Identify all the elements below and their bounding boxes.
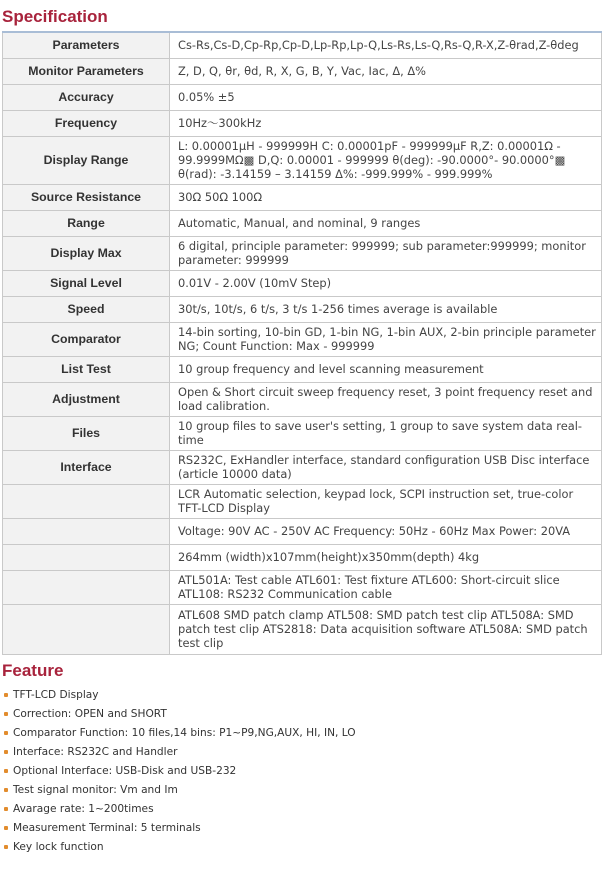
spec-label: Speed bbox=[3, 296, 170, 322]
spec-row bbox=[3, 32, 602, 58]
bullet-icon bbox=[4, 826, 8, 830]
spec-row bbox=[3, 110, 602, 136]
feature-item bbox=[0, 819, 356, 838]
feature-text: Avarage rate: 1~200times bbox=[13, 803, 154, 815]
feature-text: Optional Interface: USB-Disk and USB-232 bbox=[13, 765, 237, 777]
spec-row bbox=[3, 518, 602, 544]
feature-item bbox=[0, 800, 356, 819]
feature-list bbox=[0, 686, 356, 857]
spec-label: Signal Level bbox=[3, 270, 170, 296]
spec-value: ATL501A: Test cable ATL601: Test fixture ATL600: Short-circuit slice ATL108: RS232 Communication cable bbox=[170, 570, 602, 604]
specification-table bbox=[2, 31, 602, 655]
spec-value: 30Ω 50Ω 100Ω bbox=[170, 184, 602, 210]
spec-row bbox=[3, 322, 602, 356]
spec-value: RS232C, ExHandler interface, standard configuration USB Disc interface (article 10000 data) bbox=[170, 450, 602, 484]
spec-label: Files bbox=[3, 416, 170, 450]
feature-text: Key lock function bbox=[13, 841, 104, 853]
spec-label: List Test bbox=[3, 356, 170, 382]
feature-item bbox=[0, 762, 356, 781]
spec-label: Range bbox=[3, 210, 170, 236]
spec-label: Accuracy bbox=[3, 84, 170, 110]
spec-row bbox=[3, 296, 602, 322]
spec-row bbox=[3, 544, 602, 570]
spec-row bbox=[3, 84, 602, 110]
spec-label bbox=[3, 544, 170, 570]
spec-label bbox=[3, 570, 170, 604]
feature-text: TFT-LCD Display bbox=[13, 689, 99, 701]
spec-label: Parameters bbox=[3, 32, 170, 58]
bullet-icon bbox=[4, 750, 8, 754]
spec-value: Open & Short circuit sweep frequency reset, 3 point frequency reset and load calibration. bbox=[170, 382, 602, 416]
feature-text: Comparator Function: 10 files,14 bins: P1~P9,NG,AUX, HI, IN, LO bbox=[13, 727, 356, 739]
feature-text: Correction: OPEN and SHORT bbox=[13, 708, 167, 720]
spec-value: L: 0.00001μH - 999999H C: 0.00001pF - 999999μF R,Z: 0.00001Ω - 99.9999MΩ▩ D,Q: 0.00001 - 999999 θ(deg): -90.0000°- 90.0000°▩ θ(rad): -3.14159 – 3.14159 Δ%: -999.999% - 999.999% bbox=[170, 136, 602, 184]
bullet-icon bbox=[4, 731, 8, 735]
spec-row bbox=[3, 416, 602, 450]
spec-row bbox=[3, 184, 602, 210]
spec-label bbox=[3, 484, 170, 518]
spec-value: LCR Automatic selection, keypad lock, SCPI instruction set, true-color TFT-LCD Display bbox=[170, 484, 602, 518]
spec-row bbox=[3, 570, 602, 604]
bullet-icon bbox=[4, 807, 8, 811]
spec-label: Display Range bbox=[3, 136, 170, 184]
bullet-icon bbox=[4, 712, 8, 716]
spec-value: Voltage: 90V AC - 250V AC Frequency: 50Hz - 60Hz Max Power: 20VA bbox=[170, 518, 602, 544]
spec-row bbox=[3, 236, 602, 270]
feature-title: Feature bbox=[2, 661, 64, 680]
feature-item bbox=[0, 781, 356, 800]
feature-item bbox=[0, 724, 356, 743]
spec-value: 264mm (width)x107mm(height)x350mm(depth) 4kg bbox=[170, 544, 602, 570]
spec-row bbox=[3, 450, 602, 484]
spec-value: 6 digital, principle parameter: 999999; sub parameter:999999; monitor parameter: 999999 bbox=[170, 236, 602, 270]
spec-value: 0.05% ±5 bbox=[170, 84, 602, 110]
spec-row bbox=[3, 270, 602, 296]
spec-value: 10Hz～300kHz bbox=[170, 110, 602, 136]
specification-table-body bbox=[3, 32, 602, 654]
spec-label: Interface bbox=[3, 450, 170, 484]
spec-label: Display Max bbox=[3, 236, 170, 270]
spec-value: 14-bin sorting, 10-bin GD, 1-bin NG, 1-bin AUX, 2-bin principle parameter NG; Count Function: Max - 999999 bbox=[170, 322, 602, 356]
spec-value: 10 group frequency and level scanning measurement bbox=[170, 356, 602, 382]
spec-row bbox=[3, 58, 602, 84]
spec-label: Adjustment bbox=[3, 382, 170, 416]
bullet-icon bbox=[4, 769, 8, 773]
spec-label: Monitor Parameters bbox=[3, 58, 170, 84]
spec-row bbox=[3, 210, 602, 236]
spec-value: Automatic, Manual, and nominal, 9 ranges bbox=[170, 210, 602, 236]
bullet-icon bbox=[4, 693, 8, 697]
spec-row bbox=[3, 484, 602, 518]
spec-label bbox=[3, 604, 170, 654]
spec-row bbox=[3, 604, 602, 654]
feature-item bbox=[0, 838, 356, 857]
feature-item bbox=[0, 743, 356, 762]
specification-title: Specification bbox=[2, 7, 108, 26]
spec-row bbox=[3, 136, 602, 184]
spec-label: Frequency bbox=[3, 110, 170, 136]
spec-label bbox=[3, 518, 170, 544]
feature-text: Interface: RS232C and Handler bbox=[13, 746, 178, 758]
feature-text: Test signal monitor: Vm and Im bbox=[13, 784, 178, 796]
bullet-icon bbox=[4, 788, 8, 792]
feature-text: Measurement Terminal: 5 terminals bbox=[13, 822, 201, 834]
spec-value: 0.01V - 2.00V (10mV Step) bbox=[170, 270, 602, 296]
bullet-icon bbox=[4, 845, 8, 849]
spec-value: Cs-Rs,Cs-D,Cp-Rp,Cp-D,Lp-Rp,Lp-Q,Ls-Rs,Ls-Q,Rs-Q,R-X,Z-θrad,Z-θdeg bbox=[170, 32, 602, 58]
spec-value: 30t/s, 10t/s, 6 t/s, 3 t/s 1-256 times average is available bbox=[170, 296, 602, 322]
feature-item bbox=[0, 705, 356, 724]
spec-value: ATL608 SMD patch clamp ATL508: SMD patch test clip ATL508A: SMD patch test clip ATS2818: Data acquisition software ATL508A: SMD patch test clip bbox=[170, 604, 602, 654]
spec-label: Source Resistance bbox=[3, 184, 170, 210]
feature-item bbox=[0, 686, 356, 705]
spec-row bbox=[3, 356, 602, 382]
spec-label: Comparator bbox=[3, 322, 170, 356]
spec-row bbox=[3, 382, 602, 416]
spec-value: Z, D, Q, θr, θd, R, X, G, B, Y, Vac, Iac, Δ, Δ% bbox=[170, 58, 602, 84]
spec-value: 10 group files to save user's setting, 1 group to save system data real-time bbox=[170, 416, 602, 450]
